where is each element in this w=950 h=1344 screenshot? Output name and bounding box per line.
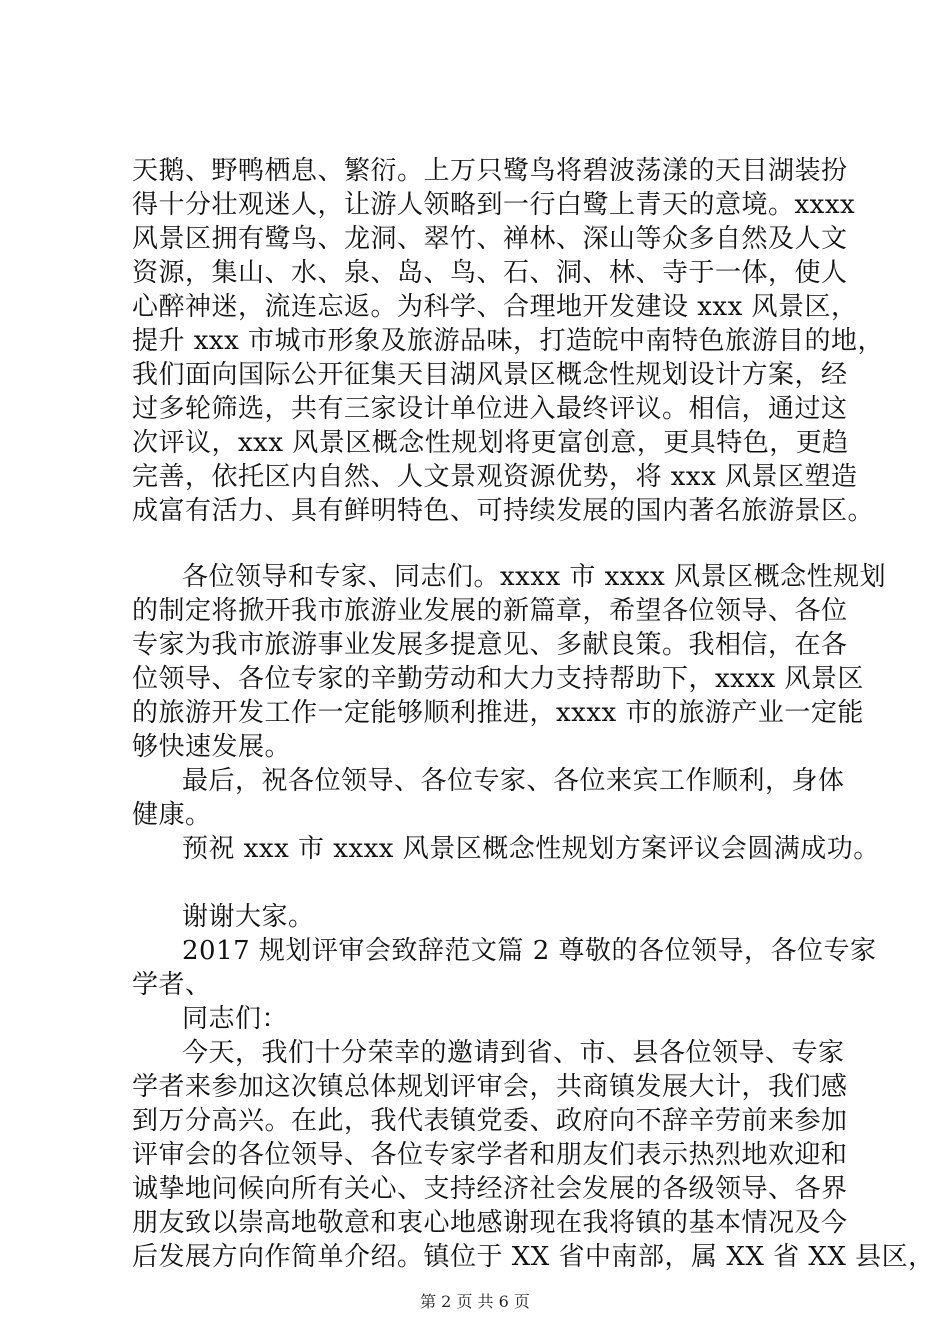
- text-line: 学者来参加这次镇总体规划评审会，共商镇发展大计，我们感: [132, 1072, 848, 1102]
- text-line: 的旅游开发工作一定能够顺利推进，xxxx 市的旅游产业一定能: [132, 698, 864, 728]
- text-line: 到万分高兴。在此，我代表镇党委、政府向不辞辛劳前来参加: [132, 1106, 848, 1136]
- text-line: 谢谢大家。: [182, 902, 315, 932]
- text-line: 评审会的各位领导、各位专家学者和朋友们表示热烈地欢迎和: [132, 1140, 848, 1170]
- text-line: 学者、: [132, 970, 212, 1000]
- text-line: 预祝 xxx 市 xxxx 风景区概念性规划方案评议会圆满成功。: [182, 834, 880, 864]
- text-line: 朋友致以崇高地敬意和衷心地感谢现在我将镇的基本情况及今: [132, 1208, 848, 1238]
- text-line: 风景区拥有鹭鸟、龙洞、翠竹、禅林、深山等众多自然及人文: [132, 224, 848, 254]
- text-line: 今天，我们十分荣幸的邀请到省、市、县各位领导、专家: [182, 1038, 845, 1068]
- text-line: 天鹅、野鸭栖息、繁衍。上万只鹭鸟将碧波荡漾的天目湖装扮: [132, 156, 848, 186]
- text-line: 我们面向国际公开征集天目湖风景区概念性规划设计方案，经: [132, 360, 848, 390]
- page-number-footer: 第 2 页 共 6 页: [420, 1292, 530, 1311]
- text-line: 诚挚地问候向所有关心、支持经济社会发展的各级领导、各界: [132, 1174, 848, 1204]
- text-line: 完善，依托区内自然、人文景观资源优势，将 xxx 风景区塑造: [132, 462, 858, 492]
- text-line: 资源，集山、水、泉、岛、鸟、石、洞、林、寺于一体，使人: [132, 258, 848, 288]
- text-line: 得十分壮观迷人，让游人领略到一行白鹭上青天的意境。xxxx: [132, 190, 856, 220]
- text-line: 过多轮筛选，共有三家设计单位进入最终评议。相信，通过这: [132, 394, 848, 424]
- text-line: 的制定将掀开我市旅游业发展的新篇章，希望各位领导、各位: [132, 596, 848, 626]
- text-line: 同志们：: [182, 1004, 289, 1034]
- text-line: 位领导、各位专家的辛勤劳动和大力支持帮助下，xxxx 风景区: [132, 664, 864, 694]
- text-line: 最后，祝各位领导、各位专家、各位来宾工作顺利，身体: [182, 766, 845, 796]
- text-line: 健康。: [132, 800, 212, 830]
- text-line: 2017 规划评审会致辞范文篇 2 尊敬的各位领导，各位专家: [182, 936, 877, 966]
- text-line: 后发展方向作简单介绍。镇位于 XX 省中南部，属 XX 省 XX 县区，: [132, 1242, 935, 1272]
- text-line: 各位领导和专家、同志们。xxxx 市 xxxx 风景区概念性规划: [182, 562, 887, 592]
- text-line: 次评议，xxx 风景区概念性规划将更富创意，更具特色，更趋: [132, 428, 849, 458]
- text-line: 成富有活力、具有鲜明特色、可持续发展的国内著名旅游景区。: [132, 496, 875, 526]
- text-line: 提升 xxx 市城市形象及旅游品味，打造皖中南特色旅游目的地，: [132, 326, 885, 356]
- text-line: 专家为我市旅游事业发展多提意见、多献良策。我相信，在各: [132, 630, 848, 660]
- text-line: 够快速发展。: [132, 732, 292, 762]
- text-line: 心醉神迷，流连忘返。为科学、合理地开发建设 xxx 风景区，: [132, 292, 858, 322]
